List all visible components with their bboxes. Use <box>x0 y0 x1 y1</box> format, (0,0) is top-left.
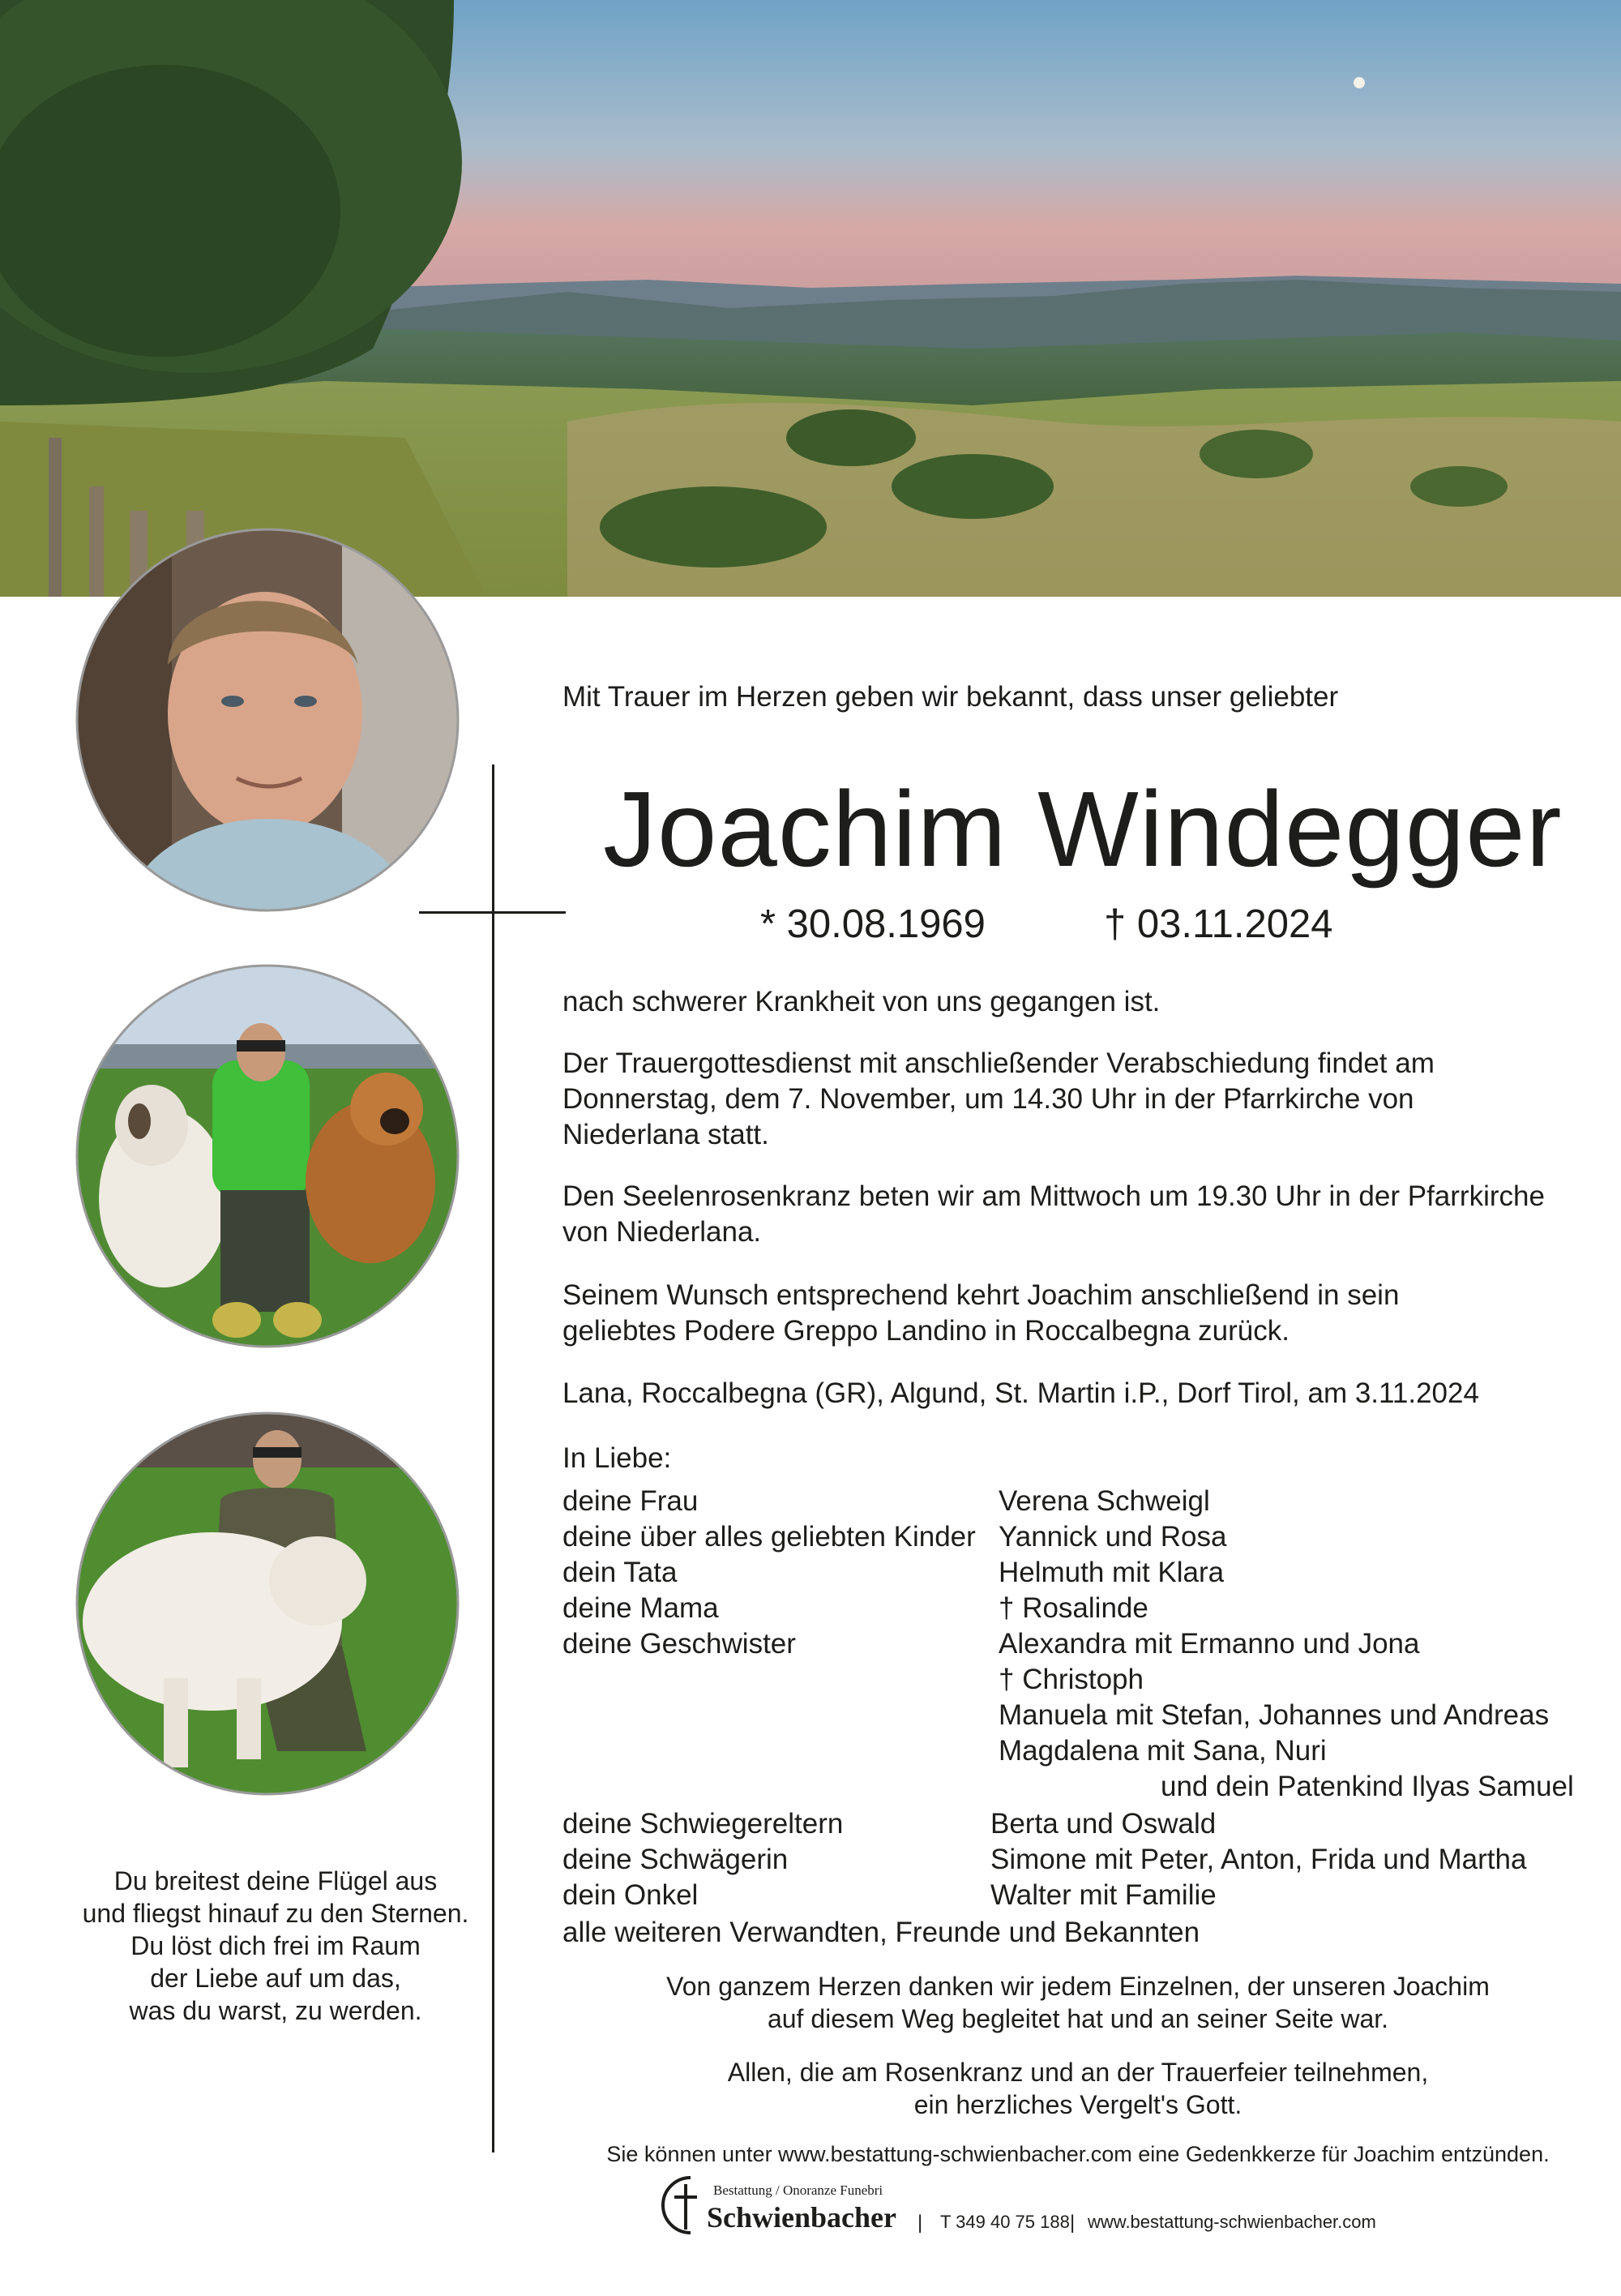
footer-separator: | <box>1070 2212 1076 2234</box>
family-names: Magdalena mit Sana, Nuri <box>999 1735 1327 1767</box>
wish-paragraph <box>562 1278 1399 1349</box>
photo-with-dogs <box>75 963 460 1349</box>
family-heading: In Liebe: <box>562 1442 672 1474</box>
family-relation: dein Onkel <box>562 1879 699 1911</box>
poem-line: was du warst, zu werden. <box>129 1996 422 2025</box>
logo-subtitle: Bestattung / Onoranze Funebri <box>713 2182 883 2198</box>
rosary-line: Den Seelenrosenkranz beten wir am Mittwoch um 19.30 Uhr in der Pfarrkirche <box>562 1180 1545 1212</box>
cross-horizontal-line <box>419 911 566 914</box>
poem-line: Du löst dich frei im Raum <box>130 1931 421 1960</box>
birth-date: * 30.08.1969 <box>760 902 986 946</box>
family-relation: deine Schwiegereltern <box>562 1808 844 1840</box>
service-line: Der Trauergottesdienst mit anschließender Verabschiedung findet am <box>562 1047 1435 1079</box>
death-date: † 03.11.2024 <box>1104 902 1333 946</box>
service-line: Donnerstag, dem 7. November, um 14.30 Uhr in der Pfarrkirche von <box>562 1083 1414 1115</box>
family-names: Yannick und Rosa <box>999 1521 1227 1553</box>
poem <box>49 1865 503 2027</box>
family-names: † Christoph <box>999 1664 1144 1695</box>
family-names: Simone mit Peter, Anton, Frida und Martha <box>990 1844 1527 1875</box>
portrait-photo <box>75 527 460 913</box>
family-relation: deine Schwägerin <box>562 1844 789 1875</box>
rosary-line: von Niederlana. <box>562 1216 762 1248</box>
family-names: und dein Patenkind Ilyas Samuel <box>1161 1771 1574 1802</box>
footer-phone: T 349 40 75 188 <box>940 2212 1070 2232</box>
deceased-name: Joachim Windegger <box>603 769 1563 889</box>
family-names: † Rosalinde <box>999 1592 1148 1624</box>
intro-text: Mit Trauer im Herzen geben wir bekannt, dass unser geliebter <box>562 681 1339 713</box>
thanks-line: Von ganzem Herzen danken wir jedem Einzelnen, der unseren Joachim <box>666 1972 1490 2001</box>
service-line: Niederlana statt. <box>562 1119 769 1150</box>
family-relation: deine Frau <box>562 1485 699 1517</box>
family-closing: alle weiteren Verwandten, Freunde und Bekannten <box>562 1917 1200 1948</box>
photo-with-white-dog <box>75 1411 460 1797</box>
thanks-block-2 <box>559 2056 1597 2121</box>
footer-separator: | <box>917 2212 923 2234</box>
thanks-line: ein herzliches Vergelt's Gott. <box>913 2090 1242 2119</box>
family-names: Alexandra mit Ermanno und Jona <box>999 1628 1420 1660</box>
family-names: Walter mit Familie <box>990 1879 1217 1911</box>
family-relation: deine über alles geliebten Kinder <box>562 1521 976 1553</box>
wish-line: geliebtes Podere Greppo Landino in Roccalbegna zurück. <box>562 1315 1290 1347</box>
family-names: Berta und Oswald <box>990 1808 1217 1840</box>
family-relation: dein Tata <box>562 1557 678 1588</box>
service-paragraph <box>562 1046 1435 1153</box>
place-date: Lana, Roccalbegna (GR), Algund, St. Martin i.P., Dorf Tirol, am 3.11.2024 <box>562 1377 1479 1409</box>
family-names: Manuela mit Stefan, Johannes und Andreas <box>999 1699 1550 1731</box>
logo-name: Schwienbacher <box>707 2201 896 2234</box>
passing-text: nach schwerer Krankheit von uns gegangen ist. <box>562 986 1161 1017</box>
family-names: Helmuth mit Klara <box>999 1557 1225 1588</box>
thanks-line: Allen, die am Rosenkranz und an der Trauerfeier teilnehmen, <box>727 2058 1429 2087</box>
footer-website-link[interactable]: www.bestattung-schwienbacher.com <box>1088 2212 1376 2232</box>
family-relation: deine Mama <box>562 1592 719 1624</box>
landscape-header-image <box>0 0 1621 597</box>
family-relation: deine Geschwister <box>562 1628 796 1660</box>
candle-note: Sie können unter www.bestattung-schwienbacher.com eine Gedenkkerze für Joachim entzünden. <box>606 2142 1550 2166</box>
family-names: Verena Schweigl <box>999 1485 1210 1517</box>
thanks-line: auf diesem Weg begleitet hat und an seiner Seite war. <box>767 2004 1389 2033</box>
poem-line: der Liebe auf um das, <box>150 1964 401 1993</box>
rosary-paragraph <box>562 1179 1545 1250</box>
thanks-block-1 <box>559 1970 1597 2035</box>
wish-line: Seinem Wunsch entsprechend kehrt Joachim anschließend in sein <box>562 1279 1400 1311</box>
poem-line: und fliegst hinauf zu den Sternen. <box>82 1899 469 1928</box>
poem-line: Du breitest deine Flügel aus <box>113 1866 438 1895</box>
